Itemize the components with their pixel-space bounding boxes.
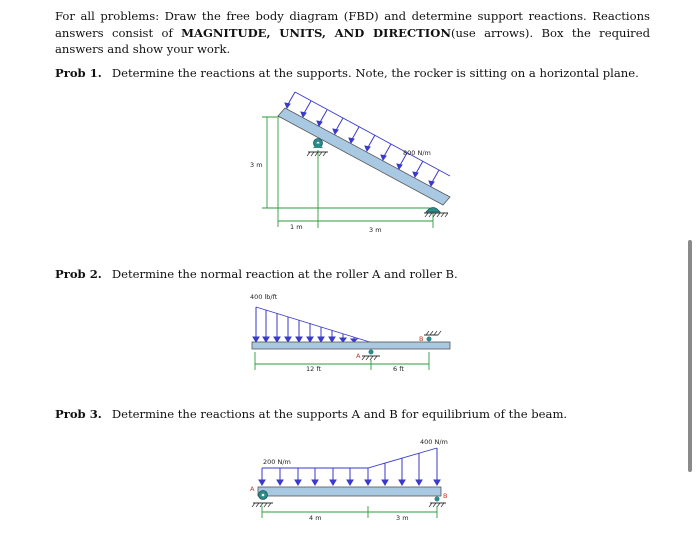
prob-3-dim-left-label: 4 m [309,514,322,522]
prob-1-number: Prob 1. [55,66,102,80]
prob-2-dim-right-label: 6 ft [393,365,404,373]
instructions-emphasis: MAGNITUDE, UNITS, AND DIRECTION [181,25,451,40]
prob-3-load-arrow [259,468,265,485]
prob-1-height-label: 3 m [250,161,263,169]
prob-1-dim-right-label: 3 m [369,226,382,234]
prob-2-support-a-label: A [356,352,361,360]
prob-3-load-arrow [382,463,388,485]
prob-2-number: Prob 2. [55,267,102,281]
prob-3-load-arrow [365,468,371,485]
prob-3-load-arrow [347,468,353,485]
prob-3-load-arrow [277,468,283,485]
prob-3-dimension-lines [262,506,437,518]
prob-2-load-label: 400 lb/ft [250,293,278,301]
prob-2-statement: Determine the normal reaction at the roller A and roller B. [111,267,458,281]
prob-3-statement: Determine the reactions at the supports A and B for equilibrium of the beam. [111,407,568,421]
prob-3-load-arrow [434,448,440,485]
prob-3-load-arrow [416,453,422,485]
prob-3-support-a-label: A [250,485,255,493]
vertical-scrollbar[interactable] [688,240,692,472]
prob-3-distributed-load [259,448,440,485]
prob-1-dim-left-label: 1 m [290,223,303,231]
prob-3-load-right-label: 400 N/m [420,438,448,446]
prob-3-dim-right-label: 3 m [396,514,409,522]
prob-3-load-arrow [330,468,336,485]
prob-3-number: Prob 3. [55,407,102,421]
prob-3-load-arrow [312,468,318,485]
prob-2-dim-left-label: 12 ft [306,365,322,373]
prob-3-support-b-label: B [443,492,448,500]
instructions-text-2: (use arrows). Box the required answers and show your work. [55,25,651,56]
prob-3-beam [258,487,441,496]
prob-1-statement: Determine the reactions at the supports. Note, the rocker is sitting on a horizontal plane. [111,66,639,80]
prob-2-support-b-label: B [419,335,424,343]
prob-3-load-arrow [295,468,301,485]
prob-1-load-label: 800 N/m [403,149,431,157]
prob-3-load-left-label: 200 N/m [263,458,291,466]
prob-3-load-arrow [399,458,405,485]
instructions-text-1: For all problems: Draw the free body diagram (FBD) and determine support reactions. Reactions answers consist of [55,9,650,40]
